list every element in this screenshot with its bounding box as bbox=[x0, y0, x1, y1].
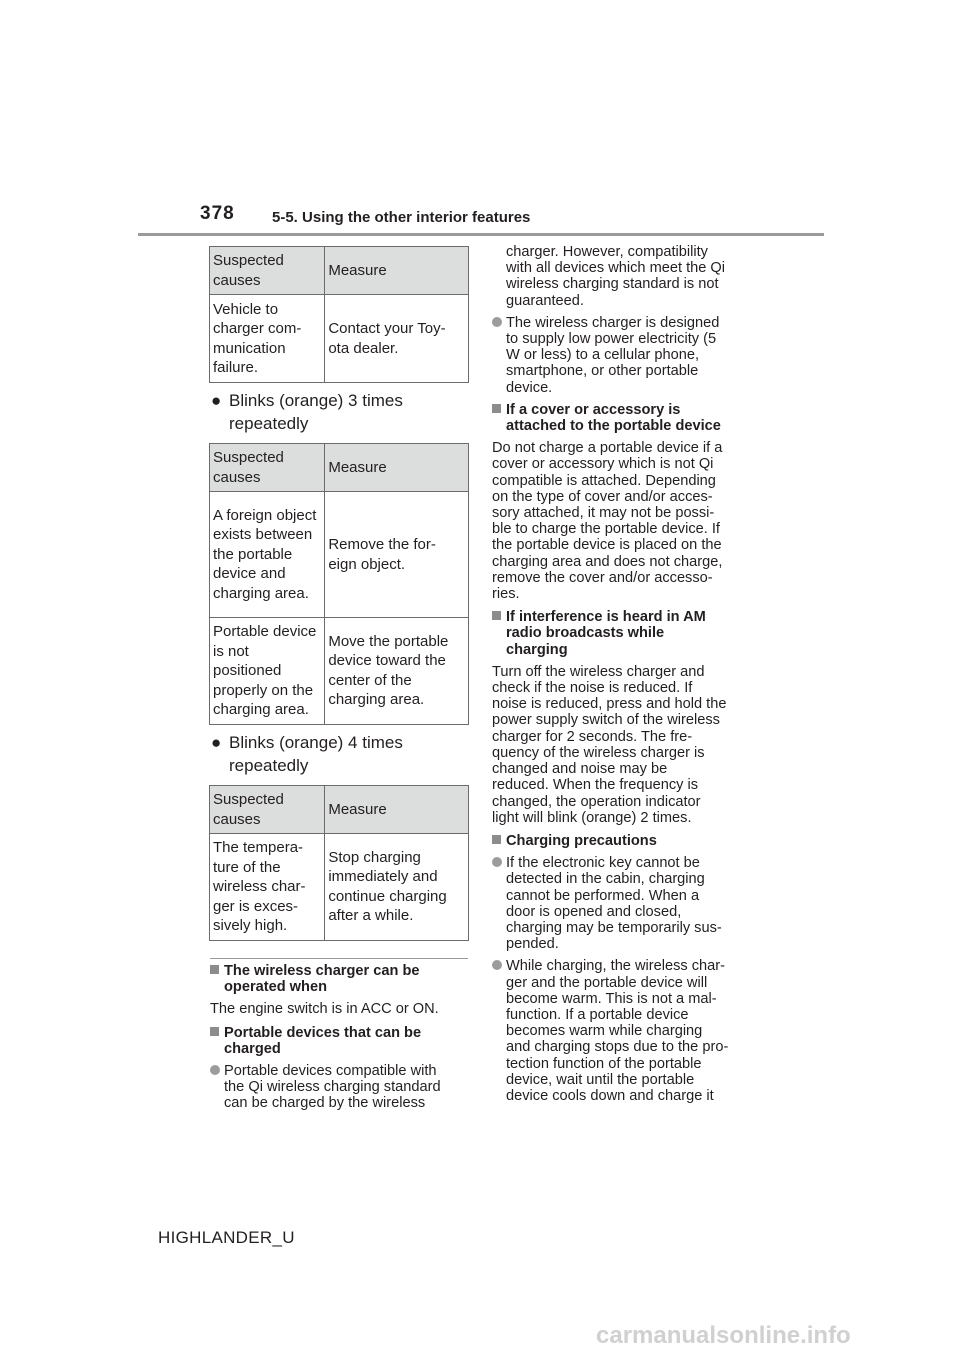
table-row bbox=[210, 618, 469, 725]
circle-bullet-item: Portable devices compatible with the Qi wireless charging standard can be charged by the wireless bbox=[210, 1063, 441, 1112]
table-blink-3 bbox=[209, 443, 469, 725]
divider bbox=[210, 958, 468, 959]
header-rule bbox=[138, 233, 824, 236]
table-row bbox=[210, 834, 469, 941]
circle-bullet-icon bbox=[492, 857, 502, 867]
table-header-causes: Suspected causes bbox=[210, 786, 325, 834]
watermark: carmanualsonline.info bbox=[596, 1322, 851, 1349]
square-bullet-icon bbox=[492, 611, 501, 620]
note-paragraph: Turn off the wireless charger and check if the noise is reduced. If noise is reduced, press and hold the power supply switch of the wireless charger for 2 seconds. The fre- quency of the wireless charger is changed and noise may be reduced. When the frequency is changed, the operation indicator light will blink (orange) 2 times. bbox=[492, 663, 727, 826]
table-header-measure: Measure bbox=[325, 786, 469, 834]
note-heading-interference: If interference is heard in AM radio broadcasts while charging bbox=[492, 609, 728, 658]
table-row bbox=[210, 295, 469, 383]
square-bullet-icon bbox=[492, 404, 501, 413]
note-heading-devices: Portable devices that can be charged bbox=[210, 1025, 441, 1057]
square-bullet-icon bbox=[210, 965, 219, 974]
bullet-icon: ● bbox=[211, 733, 222, 752]
table-row bbox=[210, 492, 469, 618]
measure-cell: Remove the for- eign object. bbox=[325, 492, 469, 618]
square-bullet-icon bbox=[210, 1027, 219, 1036]
blink-3-heading: ● Blinks (orange) 3 times repeatedly bbox=[211, 391, 403, 433]
bullet-icon: ● bbox=[211, 391, 222, 410]
note-paragraph: Do not charge a portable device if a cover or accessory which is not Qi compatible is attached. Depending on the type of cover and/or acces- sory attached, it may not be possi- ble to charge the portable device. If the portable device is placed on the charging area and does not charge, remove the cover and/or accesso- ries. bbox=[492, 440, 723, 603]
footer-model-code: HIGHLANDER_U bbox=[158, 1228, 295, 1247]
circle-bullet-icon bbox=[492, 317, 502, 327]
measure-cell: Stop charging immediately and continue charging after a while. bbox=[325, 834, 469, 941]
left-notes bbox=[210, 963, 441, 1112]
square-bullet-icon bbox=[492, 835, 501, 844]
note-heading-precautions: Charging precautions bbox=[492, 833, 728, 849]
circle-bullet-item: While charging, the wireless char- ger and the portable device will become warm. This is not a mal- function. If a portable device becomes warm while charging and charging stops due to the pro- tection function of the portable device, wait until the portable device cools down and charge it bbox=[492, 958, 728, 1104]
measure-cell: Contact your Toy- ota dealer. bbox=[325, 295, 469, 383]
table-blink-4 bbox=[209, 785, 469, 941]
continued-paragraph: charger. However, compatibility with all devices which meet the Qi wireless charging standard is not guaranteed. bbox=[506, 244, 725, 309]
cause-cell: A foreign object exists between the portable device and charging area. bbox=[210, 492, 325, 618]
circle-bullet-item: The wireless charger is designed to supply low power electricity (5 W or less) to a cellular phone, smartphone, or other portable device. bbox=[492, 315, 728, 396]
circle-bullet-item: If the electronic key cannot be detected in the cabin, charging cannot be performed. When a door is opened and closed, charging may be temporarily sus- pended. bbox=[492, 855, 728, 952]
table-header-causes: Suspected causes bbox=[210, 247, 325, 295]
page-number: 378 bbox=[200, 203, 235, 224]
table-comm-failure bbox=[209, 246, 469, 383]
measure-cell: Move the portable device toward the center of the charging area. bbox=[325, 618, 469, 725]
note-heading-cover: If a cover or accessory is attached to the portable device bbox=[492, 402, 728, 434]
circle-bullet-icon bbox=[210, 1065, 220, 1075]
right-notes bbox=[492, 244, 728, 1104]
note-text: The engine switch is in ACC or ON. bbox=[210, 1001, 439, 1018]
circle-bullet-icon bbox=[492, 960, 502, 970]
table-header-measure: Measure bbox=[325, 444, 469, 492]
cause-cell: Vehicle to charger com- munication failure. bbox=[210, 295, 325, 383]
table-header-causes: Suspected causes bbox=[210, 444, 325, 492]
cause-cell: Portable device is not positioned properly on the charging area. bbox=[210, 618, 325, 725]
table-header-measure: Measure bbox=[325, 247, 469, 295]
blink-4-heading: ● Blinks (orange) 4 times repeatedly bbox=[211, 733, 403, 775]
note-heading-operated: The wireless charger can be operated when bbox=[210, 963, 441, 995]
section-title: 5-5. Using the other interior features bbox=[272, 209, 531, 226]
cause-cell: The tempera- ture of the wireless char- ger is exces- sively high. bbox=[210, 834, 325, 941]
